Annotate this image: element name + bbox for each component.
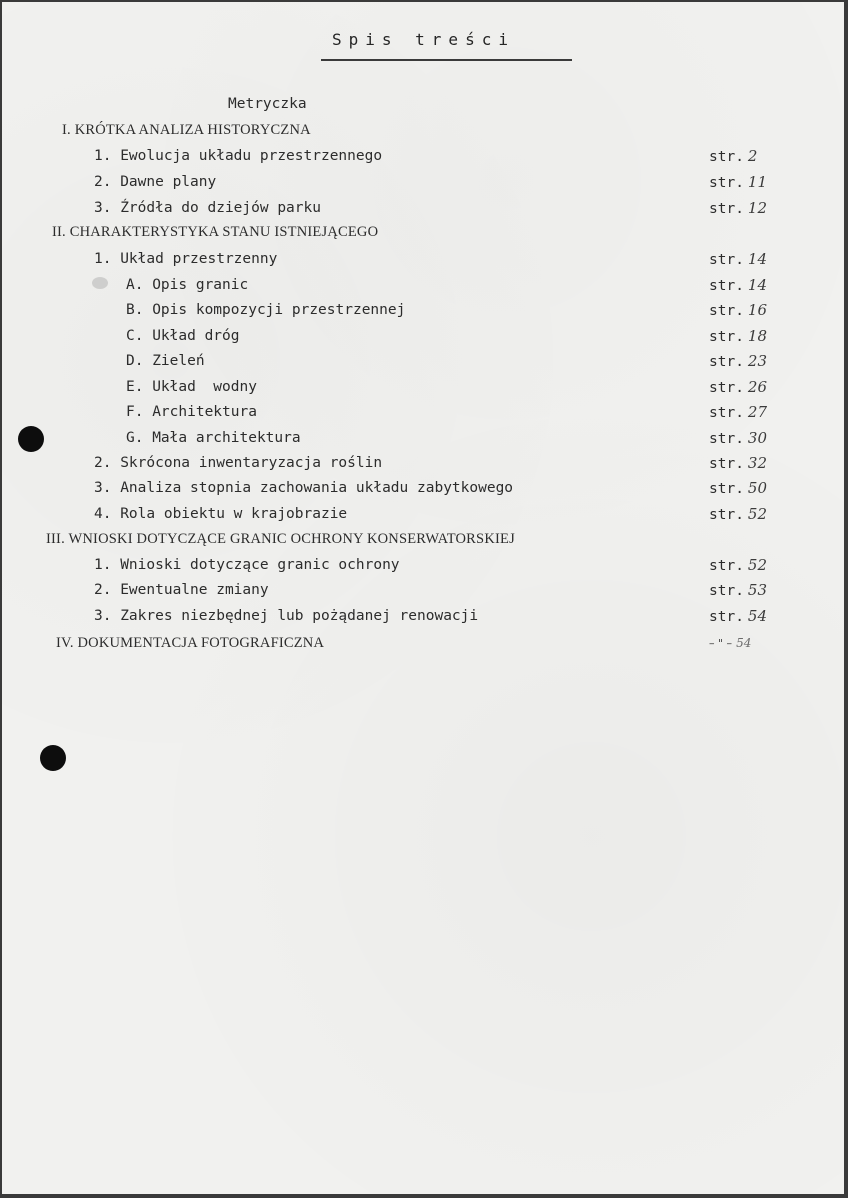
section-title: KRÓTKA ANALIZA HISTORYCZNA (74, 122, 311, 138)
str-label: str. (709, 507, 744, 523)
binder-hole (40, 745, 66, 771)
toc-item: E. Układ wodny (126, 379, 257, 395)
document-page (2, 2, 844, 1194)
toc-item: D. Zieleń (126, 353, 205, 369)
metryczka-entry: Metryczka (228, 96, 307, 112)
page-reference (709, 605, 767, 627)
handwritten-page-number: 54 (747, 607, 768, 625)
page-reference (709, 325, 767, 347)
page-title-text: Spis treści (332, 30, 515, 49)
handwritten-page-number: 18 (747, 327, 768, 345)
page-reference (709, 452, 767, 474)
toc-item: 3. Analiza stopnia zachowania układu zabytkowego (94, 480, 514, 496)
toc-item: F. Architektura (126, 404, 257, 420)
page-reference (709, 401, 767, 423)
str-label: str. (709, 583, 744, 599)
str-label: str. (709, 149, 744, 165)
handwritten-page-number: 30 (747, 429, 768, 447)
page-reference (709, 427, 767, 449)
toc-item: 1. Wnioski dotyczące granic ochrony (94, 557, 400, 573)
toc-item: G. Mała architektura (126, 430, 301, 446)
toc-item: 2. Ewentualne zmiany (94, 582, 269, 598)
section-roman: I. (62, 122, 71, 138)
section-title: WNIOSKI DOTYCZĄCE GRANIC OCHRONY KONSERWATORSKIEJ (68, 531, 515, 547)
handwritten-page-number: 50 (747, 479, 768, 497)
str-label: str. (709, 558, 744, 574)
toc-item: C. Układ dróg (126, 328, 240, 344)
handwritten-page-number: 54 (736, 636, 752, 650)
handwritten-page-number: 14 (747, 276, 768, 294)
toc-item: A. Opis granic (126, 277, 249, 293)
str-label: str. (709, 354, 744, 370)
str-label: str. (709, 431, 744, 447)
page-reference (709, 197, 767, 219)
handwritten-page-number: 2 (747, 147, 758, 165)
page-reference (709, 171, 767, 193)
page-reference (709, 503, 767, 525)
handwritten-page-number: 27 (747, 403, 768, 421)
section-heading-i (62, 119, 311, 141)
section-roman: II. (52, 224, 66, 240)
toc-item: B. Opis kompozycji przestrzennej (126, 302, 406, 318)
section-roman: III. (46, 531, 65, 547)
section-title: CHARAKTERYSTYKA STANU ISTNIEJĄCEGO (69, 224, 379, 240)
handwritten-page-number: 11 (747, 173, 768, 191)
toc-item: 4. Rola obiektu w krajobrazie (94, 506, 348, 522)
toc-item: 2. Dawne plany (94, 174, 217, 190)
handwritten-page-number: 53 (747, 581, 768, 599)
str-label: str. (709, 609, 744, 625)
toc-item: 1. Układ przestrzenny (94, 251, 278, 267)
str-label: str. (709, 405, 744, 421)
toc-item: 3. Zakres niezbędnej lub pożądanej renowacji (94, 608, 479, 624)
handwritten-page-number: 14 (747, 250, 768, 268)
handwritten-page-number: 52 (747, 556, 768, 574)
toc-item: 3. Źródła do dziejów parku (94, 200, 321, 216)
page-reference (709, 554, 767, 576)
toc-item: 2. Skrócona inwentaryzacja roślin (94, 455, 383, 471)
page-reference (709, 274, 767, 296)
handwritten-page-number: 32 (747, 454, 768, 472)
str-label: str. (709, 329, 744, 345)
page-title (332, 30, 515, 49)
section-heading-ii (52, 221, 378, 243)
section-title: DOKUMENTACJA FOTOGRAFICZNA (77, 635, 325, 651)
binder-hole (18, 426, 44, 452)
str-label: str. (709, 201, 744, 217)
str-label: str. (709, 456, 744, 472)
handwritten-page-number: 52 (747, 505, 768, 523)
smudge-mark (92, 277, 108, 289)
str-label: str. (709, 252, 744, 268)
page-reference (709, 299, 767, 321)
title-underline (321, 59, 572, 61)
ditto-mark: – " – (709, 637, 733, 650)
section-roman: IV. (56, 635, 74, 651)
page-reference (709, 376, 767, 398)
section-heading-iv (56, 632, 324, 654)
str-label: str. (709, 303, 744, 319)
handwritten-page-number: 16 (747, 301, 768, 319)
page-reference (709, 632, 751, 654)
str-label: str. (709, 278, 744, 294)
handwritten-page-number: 12 (747, 199, 768, 217)
page-reference (709, 248, 767, 270)
handwritten-page-number: 23 (747, 352, 768, 370)
section-heading-iii (46, 528, 515, 550)
page-reference (709, 579, 767, 601)
str-label: str. (709, 380, 744, 396)
page-reference (709, 477, 767, 499)
str-label: str. (709, 175, 744, 191)
page-reference (709, 145, 757, 167)
page-reference (709, 350, 767, 372)
toc-item: 1. Ewolucja układu przestrzennego (94, 148, 383, 164)
str-label: str. (709, 481, 744, 497)
handwritten-page-number: 26 (747, 378, 768, 396)
